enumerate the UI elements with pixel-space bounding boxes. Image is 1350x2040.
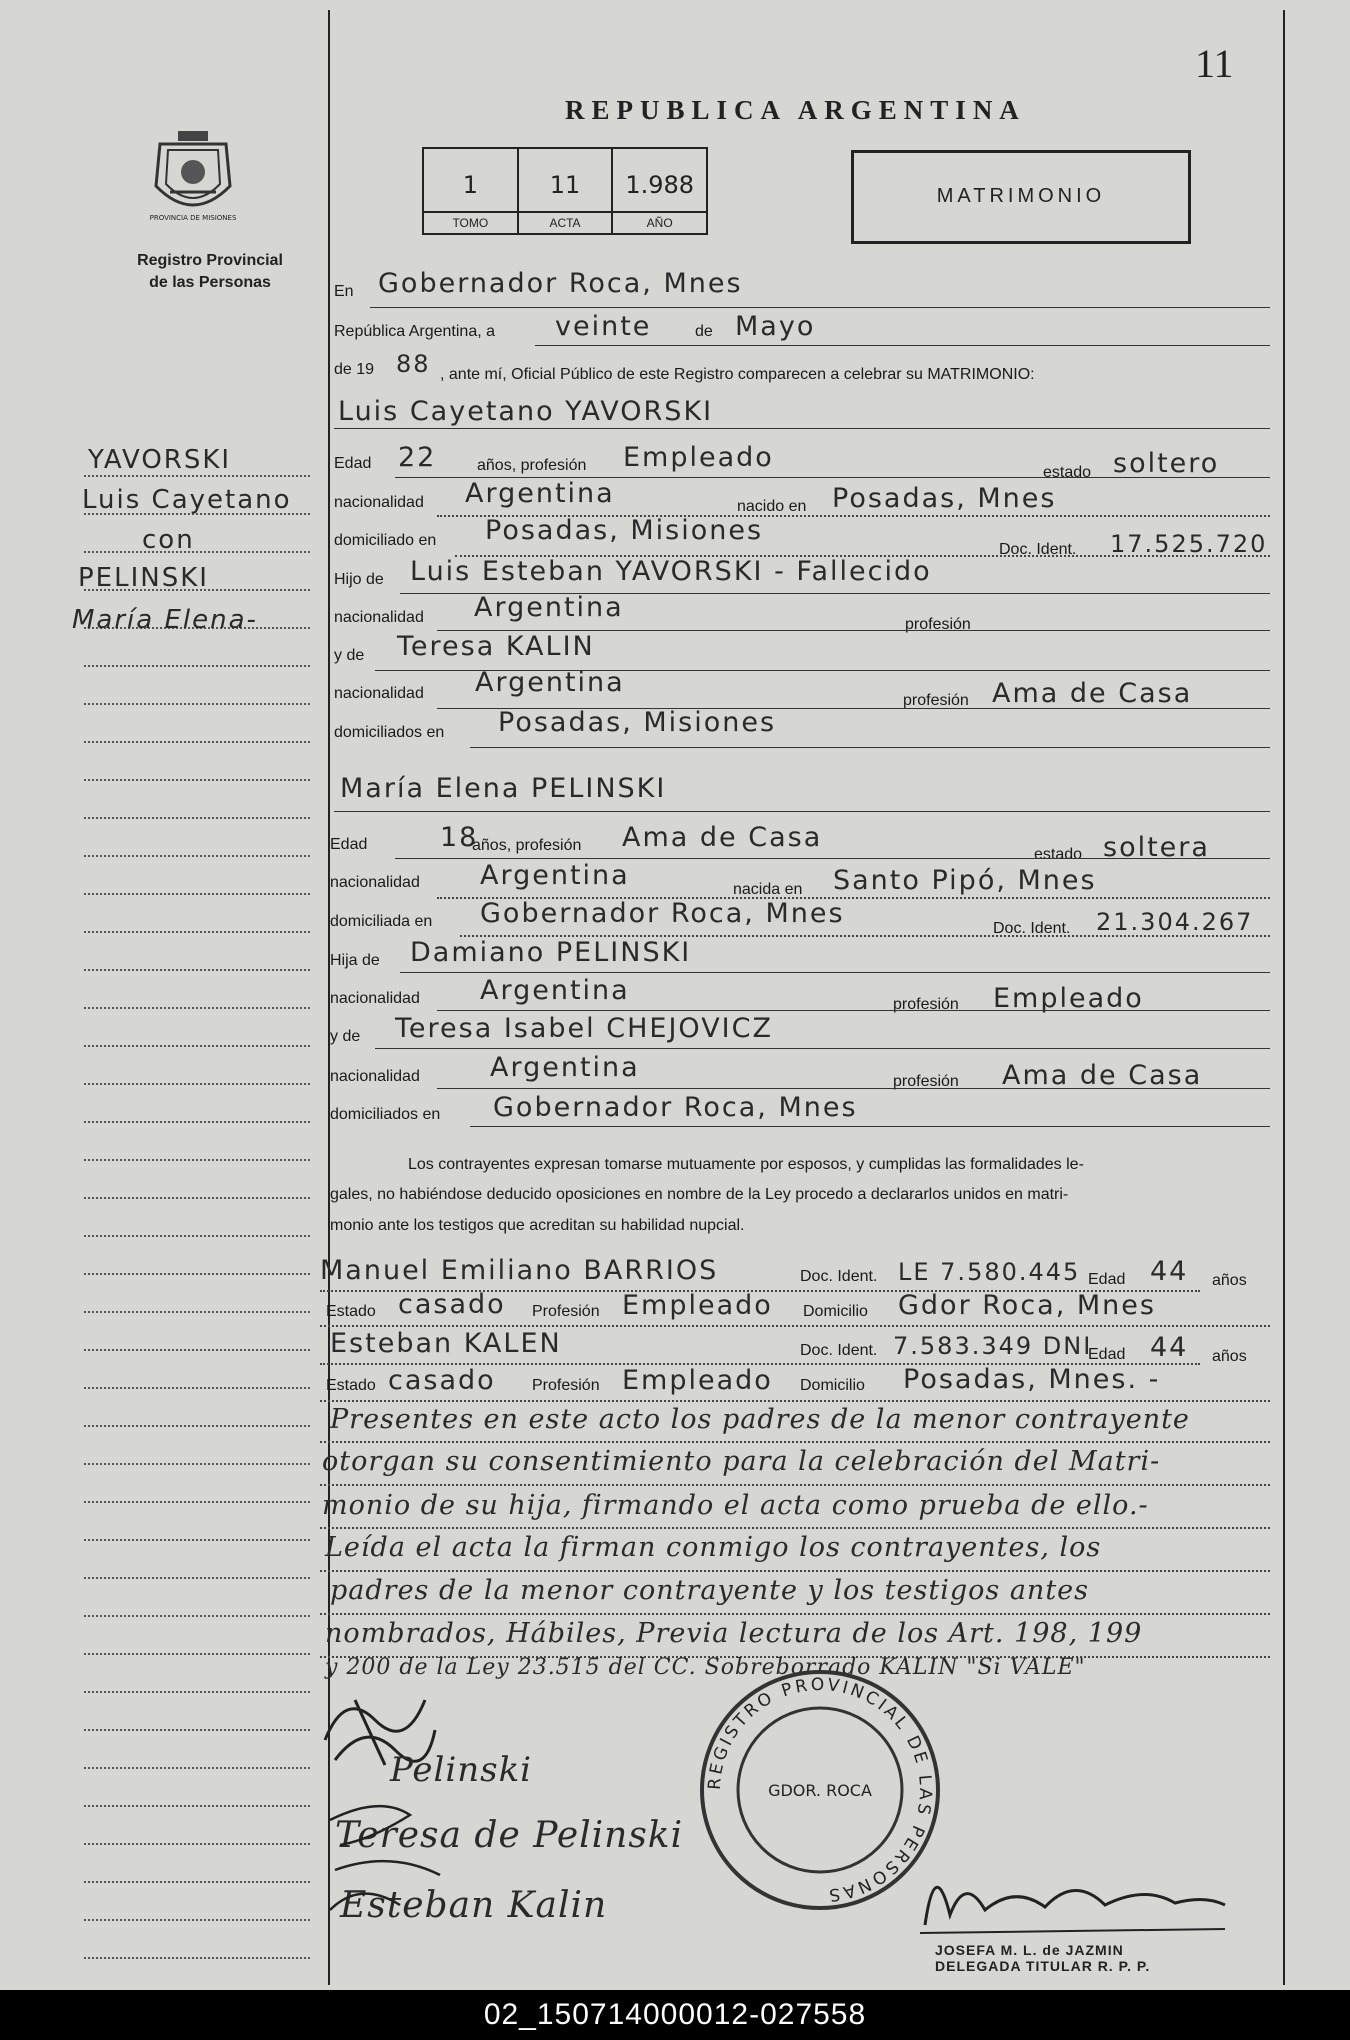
bride-mother: Teresa Isabel CHEJOVICZ <box>395 1013 773 1044</box>
registry-line-2: de las Personas <box>149 274 271 291</box>
official-signer <box>935 1942 1150 1974</box>
en-label: En <box>334 283 354 300</box>
image-footer-id: 02_150714000012-027558 <box>0 1990 1350 2040</box>
groom-dom-label: domiciliado en <box>334 532 437 549</box>
margin-bride-given: María Elena- <box>72 605 258 635</box>
seal-text: PROVINCIA DE MISIONES <box>150 214 236 222</box>
groom-nacido: Posadas, Mnes <box>832 483 1057 514</box>
act-type-box <box>851 150 1191 244</box>
bride-mprof-label: profesión <box>893 1073 959 1090</box>
anio-label: AÑO <box>613 211 706 233</box>
margin-con: con <box>142 525 195 555</box>
bride-hija-label: Hija de <box>330 952 380 969</box>
note-line-6: nombrados, Hábiles, Previa lectura de los Art. 198, 199 <box>325 1618 1143 1649</box>
margin-groom-surname: YAVORSKI <box>88 445 232 475</box>
note-line-2: otorgan su consentimiento para la celebración del Matri- <box>322 1446 1161 1477</box>
margin-bride-surname: PELINSKI <box>78 563 209 593</box>
witness2-domicilio: Posadas, Mnes. - <box>903 1364 1161 1395</box>
year-suffix: 88 <box>396 350 431 378</box>
bride-dom-label: domiciliada en <box>330 913 433 930</box>
bride-profesion: Ama de Casa <box>622 822 823 853</box>
groom-doc-label: Doc. Ident. <box>999 541 1077 558</box>
republica-label: República Argentina, a <box>334 323 495 340</box>
groom-mprof-label: profesión <box>903 692 969 709</box>
groom-edad-label: Edad <box>334 455 372 472</box>
stamp-center: GDOR. ROCA <box>768 1781 872 1800</box>
groom-parents-dom: Posadas, Misiones <box>498 707 777 738</box>
groom-father-nac: Argentina <box>474 592 624 623</box>
witness1-profesion: Empleado <box>622 1290 773 1321</box>
bride-pdom-label: domiciliados en <box>330 1106 441 1123</box>
official-signature-icon <box>905 1845 1235 1940</box>
witness2-estado: casado <box>388 1365 496 1396</box>
act-type: MATRIMONIO <box>936 185 1106 207</box>
bride-father-nac: Argentina <box>480 975 630 1006</box>
signer-name: JOSEFA M. L. de JAZMIN <box>935 1942 1124 1958</box>
declaration-line-3: monio ante los testigos que acreditan su habilidad nupcial. <box>330 1217 745 1234</box>
bride-name: María Elena PELINSKI <box>340 773 667 804</box>
signature-2: Teresa de Pelinski <box>335 1815 684 1856</box>
signature-scribble-2-icon <box>320 1790 490 1920</box>
witness1-name: Manuel Emiliano BARRIOS <box>320 1255 719 1286</box>
bride-nacida: Santo Pipó, Mnes <box>833 865 1097 896</box>
acta-cell <box>519 149 614 233</box>
groom-anos-label: años, profesión <box>477 457 587 474</box>
tomo-cell <box>424 149 519 233</box>
groom-name: Luis Cayetano YAVORSKI <box>338 396 714 427</box>
place-value: Gobernador Roca, Mnes <box>378 268 743 299</box>
witness2-anos: años <box>1212 1348 1247 1365</box>
groom-yde-label: y de <box>334 647 365 664</box>
groom-mother: Teresa KALIN <box>397 631 595 662</box>
groom-estado-label: estado <box>1043 464 1092 481</box>
bride-doc-label: Doc. Ident. <box>993 920 1071 937</box>
witness2-prof-label: Profesión <box>532 1377 600 1394</box>
groom-nac-label: nacionalidad <box>334 494 424 511</box>
groom-profesion: Empleado <box>623 442 774 473</box>
record-number-box <box>422 147 708 235</box>
groom-nacido-label: nacido en <box>737 498 807 515</box>
witness2-edad: 44 <box>1150 1332 1189 1363</box>
registry-line-1: Registro Provincial <box>137 252 283 269</box>
witness2-edad-label: Edad <box>1088 1346 1126 1363</box>
witness1-doc: LE 7.580.445 <box>898 1258 1081 1286</box>
groom-mother-nac: Argentina <box>475 667 625 698</box>
note-line-4: Leída el acta la firman conmigo los contrayentes, los <box>325 1532 1102 1563</box>
witness1-estado: casado <box>398 1289 506 1320</box>
groom-father: Luis Esteban YAVORSKI - Fallecido <box>410 556 932 587</box>
witness2-dom-label: Domicilio <box>800 1377 865 1394</box>
witness1-estado-label: Estado <box>326 1303 376 1320</box>
day-value: veinte <box>555 311 652 342</box>
bride-anos-label: años, profesión <box>472 837 582 854</box>
bride-fprof-label: profesión <box>893 996 959 1013</box>
declaration-line-1: Los contrayentes expresan tomarse mutuamente por esposos, y cumplidas las formalidades le- <box>408 1156 1084 1173</box>
anio-cell <box>613 149 706 233</box>
bride-estado-label: estado <box>1034 846 1083 863</box>
groom-fprof-label: profesión <box>905 616 971 633</box>
bride-edad-label: Edad <box>330 836 368 853</box>
groom-edad: 22 <box>398 442 437 473</box>
bride-father: Damiano PELINSKI <box>410 937 692 968</box>
bride-nacida-label: nacida en <box>733 881 803 898</box>
witness1-dom-label: Domicilio <box>803 1303 868 1320</box>
anio-value: 1.988 <box>625 171 695 199</box>
signature-1: Pelinski <box>390 1750 533 1790</box>
page-number: 11 <box>1195 41 1234 86</box>
witness2-doc: 7.583.349 DNI <box>893 1332 1093 1360</box>
witness2-doc-label: Doc. Ident. <box>800 1342 878 1359</box>
bride-nacionalidad: Argentina <box>480 860 630 891</box>
bride-mnac-label: nacionalidad <box>330 1068 420 1085</box>
bride-father-prof: Empleado <box>993 983 1144 1014</box>
witness2-profesion: Empleado <box>622 1365 773 1396</box>
witness2-name: Esteban KALEN <box>330 1328 562 1359</box>
bride-mother-nac: Argentina <box>490 1052 640 1083</box>
stamp-text: REGISTRO PROVINCIAL DE LAS PERSONAS <box>704 1674 936 1905</box>
groom-hijo-label: Hijo de <box>334 571 384 588</box>
bride-fnac-label: nacionalidad <box>330 990 420 1007</box>
tomo-value: 1 <box>462 171 478 199</box>
tomo-label: TOMO <box>424 211 517 233</box>
acta-value: 11 <box>549 171 581 199</box>
note-line-7: y 200 de la Ley 23.515 del CC. Sobreborrado KALIN "Si VALE" <box>325 1655 1086 1680</box>
bride-mother-prof: Ama de Casa <box>1002 1060 1203 1091</box>
de-label: de <box>695 323 713 340</box>
bride-domicilio: Gobernador Roca, Mnes <box>480 898 845 929</box>
groom-fnac-label: nacionalidad <box>334 609 424 626</box>
bride-estado: soltera <box>1103 832 1210 863</box>
right-margin-rule <box>1283 10 1285 1985</box>
groom-mother-prof: Ama de Casa <box>992 678 1193 709</box>
witness1-anos: años <box>1212 1272 1247 1289</box>
witness1-edad: 44 <box>1150 1256 1189 1287</box>
groom-mnac-label: nacionalidad <box>334 685 424 702</box>
witness1-edad-label: Edad <box>1088 1271 1126 1288</box>
groom-nacionalidad: Argentina <box>465 478 615 509</box>
margin-groom-given: Luis Cayetano <box>82 485 292 515</box>
witness1-domicilio: Gdor Roca, Mnes <box>898 1290 1156 1321</box>
registry-name <box>90 250 330 294</box>
witness1-doc-label: Doc. Ident. <box>800 1268 878 1285</box>
witness2-estado-label: Estado <box>326 1377 376 1394</box>
bride-parents-dom: Gobernador Roca, Mnes <box>493 1092 858 1123</box>
groom-estado: soltero <box>1113 448 1220 479</box>
bride-nac-label: nacionalidad <box>330 874 420 891</box>
compare-text: , ante mí, Oficial Público de este Registro comparecen a celebrar su MATRIMONIO: <box>440 366 1035 383</box>
groom-domicilio: Posadas, Misiones <box>485 515 764 546</box>
note-line-5: padres de la menor contrayente y los testigos antes <box>330 1575 1089 1606</box>
bride-edad: 18 <box>440 822 479 853</box>
month-value: Mayo <box>735 311 816 342</box>
document-title: REPUBLICA ARGENTINA <box>565 95 1026 125</box>
bride-yde-label: y de <box>330 1028 361 1045</box>
signature-3: Esteban Kalin <box>340 1885 608 1926</box>
witness1-prof-label: Profesión <box>532 1303 600 1320</box>
acta-label: ACTA <box>519 211 612 233</box>
note-line-3: monio de su hija, firmando el acta como prueba de ello.- <box>322 1490 1149 1521</box>
groom-pdom-label: domiciliados en <box>334 724 445 741</box>
signer-title: DELEGADA TITULAR R. P. P. <box>935 1958 1151 1974</box>
declaration-line-2: gales, no habiéndose deducido oposiciones en nombre de la Ley procedo a declararlos unidos en matri- <box>330 1186 1069 1203</box>
groom-doc: 17.525.720 <box>1110 530 1268 558</box>
year-prefix: de 19 <box>334 361 375 378</box>
note-line-1: Presentes en este acto los padres de la menor contrayente <box>330 1404 1190 1435</box>
bride-doc: 21.304.267 <box>1096 908 1254 936</box>
provincial-seal-icon <box>150 126 236 226</box>
